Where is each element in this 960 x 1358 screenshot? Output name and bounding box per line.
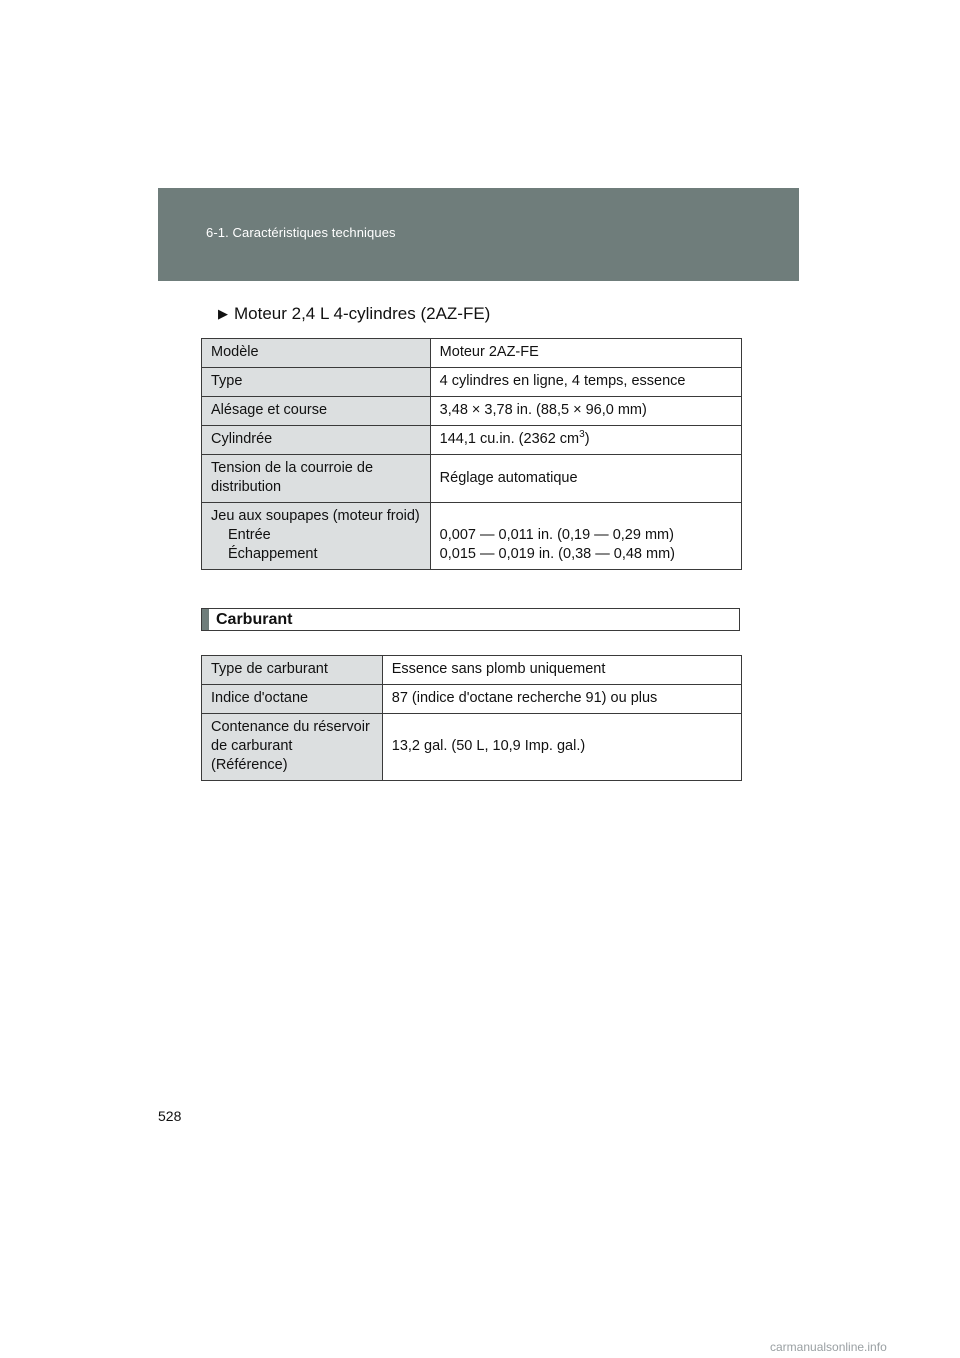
intake-value: 0,007 — 0,011 in. (0,19 — 0,29 mm) — [439, 527, 674, 543]
spec-value — [430, 503, 741, 570]
section-label: 6-1. Caractéristiques techniques — [206, 225, 396, 240]
intake-label: Entrée — [228, 527, 271, 543]
spec-value: Réglage automatique — [430, 455, 741, 503]
watermark: carmanualsonline.info — [770, 1340, 887, 1354]
spec-key: Cylindrée — [202, 426, 431, 455]
page-number: 528 — [158, 1108, 182, 1124]
engine-spec-table — [201, 338, 742, 570]
table-row — [202, 455, 742, 503]
spec-value: 3,48 × 3,78 in. (88,5 × 96,0 mm) — [430, 397, 741, 426]
spec-key: Type de carburant — [202, 656, 383, 685]
valve-clearance-label: Jeu aux soupapes (moteur froid) — [211, 508, 420, 524]
spec-value: Essence sans plomb uniquement — [382, 656, 741, 685]
fuel-spec-table — [201, 655, 742, 781]
spec-key — [202, 503, 431, 570]
table-row — [202, 368, 742, 397]
spec-key: Alésage et course — [202, 397, 431, 426]
spec-key: Tension de la courroie de distribution — [202, 455, 431, 503]
table-row — [202, 685, 742, 714]
spec-value: Moteur 2AZ-FE — [430, 339, 741, 368]
spec-value: 87 (indice d'octane recherche 91) ou plus — [382, 685, 741, 714]
table-row — [202, 339, 742, 368]
table-row — [202, 714, 742, 781]
table-row — [202, 426, 742, 455]
spec-value — [430, 426, 741, 455]
table-row — [202, 503, 742, 570]
engine-heading — [218, 304, 490, 324]
exhaust-value: 0,015 — 0,019 in. (0,38 — 0,48 mm) — [439, 546, 676, 562]
table-row — [202, 397, 742, 426]
header-band — [158, 188, 799, 281]
spec-key: Type — [202, 368, 431, 397]
spec-key: Contenance du réservoir de carburant (Référence) — [202, 714, 383, 781]
spec-key: Indice d'octane — [202, 685, 383, 714]
engine-heading-text: Moteur 2,4 L 4-cylindres (2AZ-FE) — [234, 304, 491, 323]
triangle-right-icon: ▶ — [218, 306, 228, 321]
spec-value: 4 cylindres en ligne, 4 temps, essence — [430, 368, 741, 397]
fuel-section-bar — [201, 608, 740, 631]
displacement-exponent: 3 — [579, 429, 585, 441]
section-marker — [202, 609, 209, 630]
displacement-suffix: ) — [584, 431, 590, 447]
displacement-value: 144,1 cu.in. (2362 cm — [439, 431, 580, 447]
spec-key: Modèle — [202, 339, 431, 368]
spec-value: 13,2 gal. (50 L, 10,9 Imp. gal.) — [382, 714, 741, 781]
exhaust-label: Échappement — [228, 546, 318, 562]
table-row — [202, 656, 742, 685]
fuel-section-title: Carburant — [216, 611, 293, 628]
